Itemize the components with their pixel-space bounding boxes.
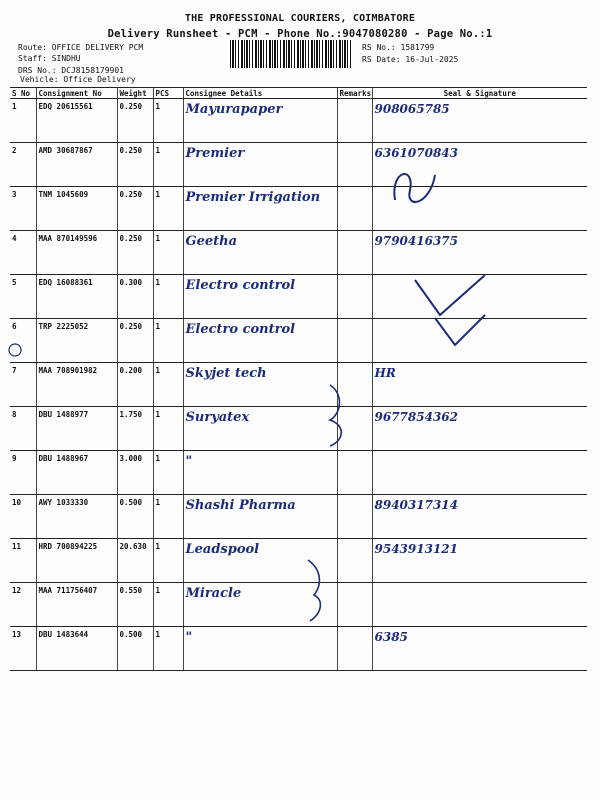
row-remarks [337, 583, 372, 627]
row-pcs: 1 [153, 275, 183, 319]
row-weight: 1.750 [117, 407, 153, 451]
row-consignment: TRP 2225052 [36, 319, 117, 363]
row-pcs: 1 [153, 627, 183, 671]
row-consignee: " [183, 627, 337, 671]
row-remarks [337, 451, 372, 495]
row-signature [372, 451, 587, 495]
company-title: THE PROFESSIONAL COURIERS, COIMBATORE [184, 13, 416, 24]
row-consignee: Electro control [183, 319, 337, 363]
row-consignee: Skyjet tech [183, 363, 337, 407]
row-pcs: 1 [153, 451, 183, 495]
row-consignee: Shashi Pharma [183, 495, 337, 539]
row-signature: 8940317314 [372, 495, 587, 539]
row-consignee: " [183, 451, 337, 495]
row-weight: 3.000 [117, 451, 153, 495]
table-row [10, 143, 587, 187]
row-consignment: AWY 1033330 [36, 495, 117, 539]
row-signature [372, 275, 587, 319]
row-sno: 3 [10, 187, 36, 231]
table-row [10, 407, 587, 451]
row-remarks [337, 99, 372, 143]
row-consignment: TNM 1045609 [36, 187, 117, 231]
row-consignee: Geetha [183, 231, 337, 275]
row-pcs: 1 [153, 231, 183, 275]
row-consignment: MAA 870149596 [36, 231, 117, 275]
table-row [10, 451, 587, 495]
row-remarks [337, 143, 372, 187]
row-weight: 0.250 [117, 187, 153, 231]
row-consignee: Leadspool [183, 539, 337, 583]
row-weight: 0.550 [117, 583, 153, 627]
runsheet-subtitle: Delivery Runsheet - PCM - Phone No.:9047080280 - Page No.:1 [107, 28, 493, 40]
row-consignee: Miracle [183, 583, 337, 627]
row-consignment: MAA 708901982 [36, 363, 117, 407]
table-row [10, 583, 587, 627]
row-consignee: Mayurapaper [183, 99, 337, 143]
row-weight: 0.300 [117, 275, 153, 319]
row-signature: 6385 [372, 627, 587, 671]
runsheet-table [10, 87, 587, 671]
row-sno: 7 [10, 363, 36, 407]
row-consignment: DBU 1488967 [36, 451, 117, 495]
row-pcs: 1 [153, 363, 183, 407]
row-pcs: 1 [153, 143, 183, 187]
row-sno: 5 [10, 275, 36, 319]
row-pcs: 1 [153, 539, 183, 583]
row-remarks [337, 319, 372, 363]
row-weight: 0.250 [117, 319, 153, 363]
table-row [10, 99, 587, 143]
row-signature: 6361070843 [372, 143, 587, 187]
row-signature: 9677854362 [372, 407, 587, 451]
row-remarks [337, 407, 372, 451]
row-remarks [337, 627, 372, 671]
table-row [10, 231, 587, 275]
row-pcs: 1 [153, 99, 183, 143]
table-row [10, 627, 587, 671]
route-label: Route: OFFICE DELIVERY PCM [18, 43, 144, 52]
row-weight: 0.250 [117, 99, 153, 143]
row-sno: 9 [10, 451, 36, 495]
row-sno: 1 [10, 99, 36, 143]
row-remarks [337, 275, 372, 319]
row-sno: 10 [10, 495, 36, 539]
row-weight: 0.250 [117, 143, 153, 187]
row-sno: 13 [10, 627, 36, 671]
row-signature: 9543913121 [372, 539, 587, 583]
staff-label: Staff: SINDHU [18, 54, 81, 63]
rs-date: RS Date: 16-Jul-2025 [362, 55, 459, 64]
row-remarks [337, 231, 372, 275]
table-header-row [10, 88, 587, 99]
table-row [10, 495, 587, 539]
row-consignee: Premier [183, 143, 337, 187]
row-consignment: EDQ 20615561 [36, 99, 117, 143]
col-header-sno: S No [10, 88, 36, 99]
table-row [10, 363, 587, 407]
row-signature [372, 583, 587, 627]
row-consignee: Suryatex [183, 407, 337, 451]
vehicle-label: Vehicle: Office Delivery [20, 75, 136, 84]
row-weight: 0.500 [117, 627, 153, 671]
table-row [10, 275, 587, 319]
row-remarks [337, 539, 372, 583]
row-pcs: 1 [153, 187, 183, 231]
row-weight: 20.630 [117, 539, 153, 583]
table-row [10, 539, 587, 583]
col-header-consignment: Consignment No [36, 88, 117, 99]
row-signature: HR [372, 363, 587, 407]
row-weight: 0.250 [117, 231, 153, 275]
row-sno: 11 [10, 539, 36, 583]
row-sno: 12 [10, 583, 36, 627]
col-header-pcs: PCS [153, 88, 183, 99]
row-signature [372, 187, 587, 231]
row-signature [372, 319, 587, 363]
table-row [10, 319, 587, 363]
row-consignment: MAA 711756407 [36, 583, 117, 627]
row-signature: 908065785 [372, 99, 587, 143]
row-consignment: EDQ 16088361 [36, 275, 117, 319]
row-sno: 6 [10, 319, 36, 363]
row-sno: 4 [10, 231, 36, 275]
row-consignment: DBU 1483644 [36, 627, 117, 671]
col-header-signature: Seal & Signature [372, 88, 587, 99]
row-consignee: Premier Irrigation [183, 187, 337, 231]
row-pcs: 1 [153, 319, 183, 363]
barcode-icon [230, 40, 352, 68]
row-signature: 9790416375 [372, 231, 587, 275]
rs-number: RS No.: 1581799 [362, 43, 435, 52]
col-header-consignee: Consignee Details [183, 88, 337, 99]
row-weight: 0.500 [117, 495, 153, 539]
row-remarks [337, 495, 372, 539]
row-consignment: AMD 30687867 [36, 143, 117, 187]
drs-number: DRS No.: DCJ8158179901 [18, 66, 124, 75]
row-remarks [337, 187, 372, 231]
row-pcs: 1 [153, 407, 183, 451]
row-consignee: Electro control [183, 275, 337, 319]
col-header-remarks: Remarks [337, 88, 372, 99]
row-pcs: 1 [153, 583, 183, 627]
row-sno: 2 [10, 143, 36, 187]
row-consignment: DBU 1488977 [36, 407, 117, 451]
row-consignment: HRD 700894225 [36, 539, 117, 583]
row-pcs: 1 [153, 495, 183, 539]
row-weight: 0.200 [117, 363, 153, 407]
col-header-weight: Weight [117, 88, 153, 99]
row-remarks [337, 363, 372, 407]
row-sno: 8 [10, 407, 36, 451]
table-row [10, 187, 587, 231]
